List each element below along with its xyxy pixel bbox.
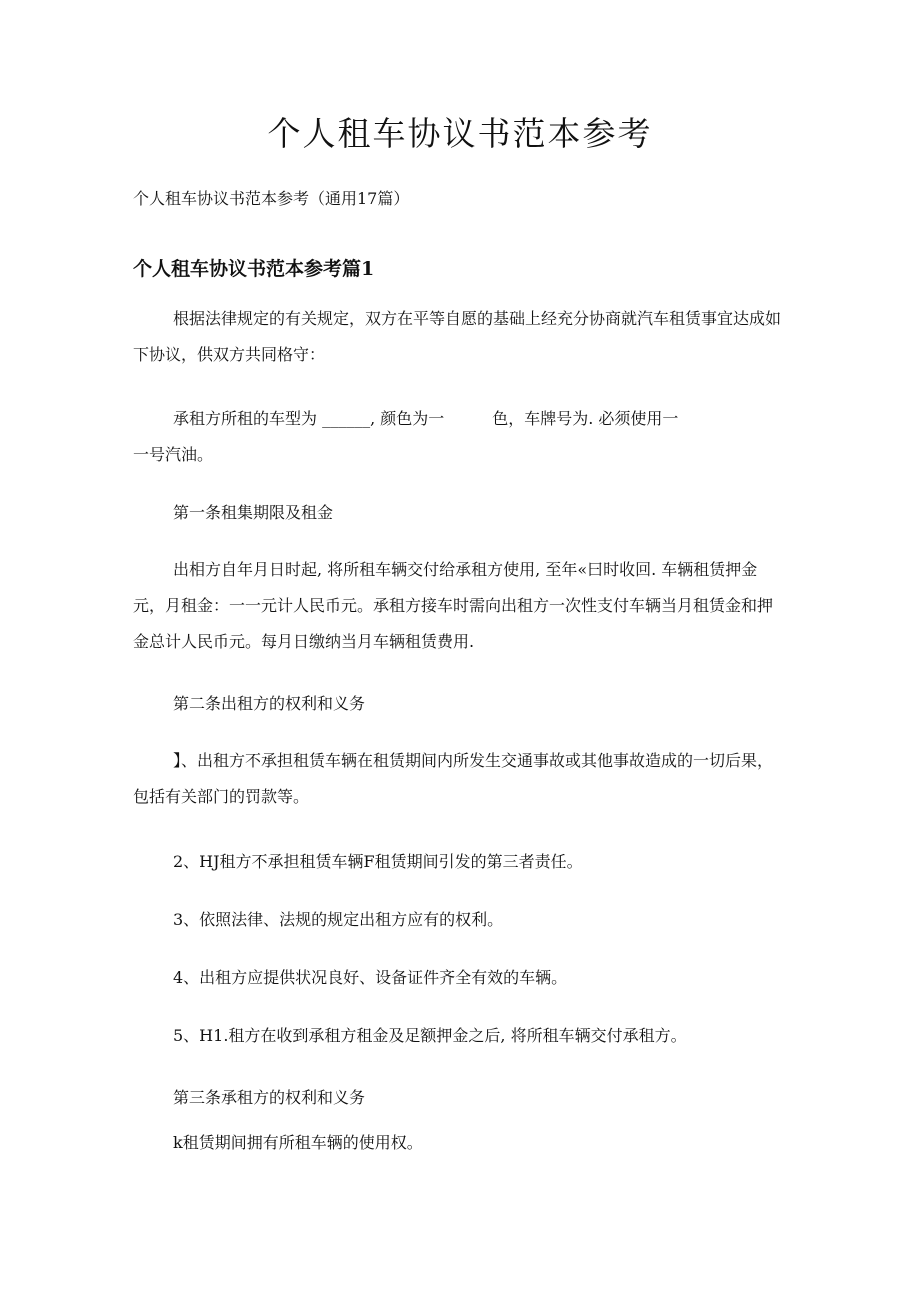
article-2-item-5: 5、H1.租方在收到承租方租金及足额押金之后, 将所租车辆交付承租方。 bbox=[173, 1026, 687, 1045]
article-2-item-1: 】、出租方不承担租赁车辆在租赁期间内所发生交通事故或其他事故造成的一切后果，包括有关部门的罚款等。 bbox=[133, 751, 774, 806]
article-1-title: 第一条租集期限及租金 bbox=[173, 503, 334, 522]
article-3-title: 第三条承租方的权利和义务 bbox=[173, 1088, 366, 1107]
article-2-item-2: 2、HJ租方不承担租赁车辆F租赁期间引发的第三者责任。 bbox=[173, 852, 583, 871]
article-2-item-4: 4、出租方应提供状况良好、设备证件齐全有效的车辆。 bbox=[173, 968, 568, 987]
section-heading: 个人租车协议书范本参考篇1 bbox=[133, 258, 375, 280]
article-1-body: 出相方自年月日时起, 将所租车辆交付给承租方使用, 至年«曰时收回. 车辆租赁押金元，月租金：一一元计人民币元。承租方接车时需向出租方一次性支付车辆当月租赁金和押金总计人民币元。每月日缴纳当月车辆租赁费用. bbox=[133, 560, 774, 651]
document-subtitle: 个人租车协议书范本参考（通用17篇） bbox=[133, 189, 410, 208]
intro-paragraph: 根据法律规定的有关规定，双方在平等自愿的基础上经充分协商就汽车租赁事宜达成如下协议，供双方共同格守： bbox=[133, 309, 782, 364]
vehicle-line-2: 一号汽油。 bbox=[133, 445, 214, 464]
vehicle-line-1: 承租方所租的车型为 ______, 颜色为一 色，车牌号为. 必须使用一 bbox=[173, 409, 679, 428]
article-3-item-1: k租赁期间拥有所租车辆的使用权。 bbox=[173, 1133, 423, 1152]
article-2-title: 第二条出租方的权利和义务 bbox=[173, 694, 366, 713]
article-2-item-3: 3、依照法律、法规的规定出租方应有的权利。 bbox=[173, 910, 504, 929]
document-title: 个人租车协议书范本参考 bbox=[267, 114, 653, 153]
